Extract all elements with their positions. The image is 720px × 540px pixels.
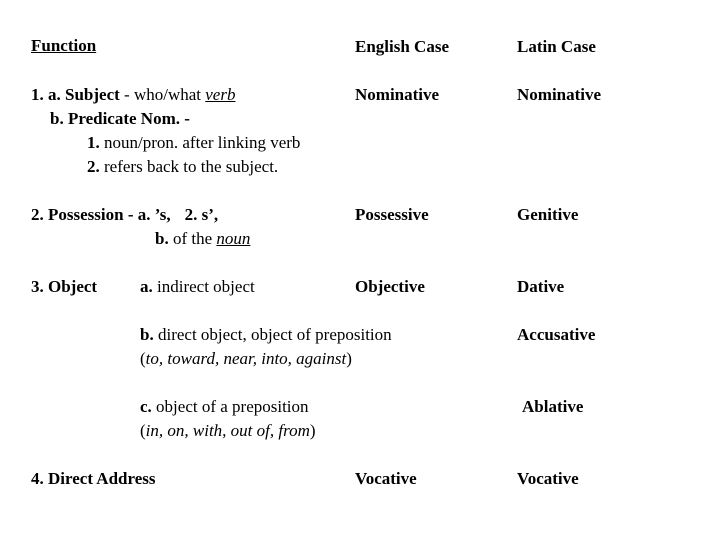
possession-of-line: b. of the noun bbox=[155, 229, 251, 248]
header-latin-case: Latin Case bbox=[517, 37, 596, 56]
row4-english-case: Vocative bbox=[355, 469, 417, 488]
subject-desc: - who/what bbox=[119, 85, 206, 104]
predicate-rule-1: 1. noun/pron. after linking verb bbox=[87, 133, 301, 152]
predicate-nom-line: b. Predicate Nom. - bbox=[50, 109, 190, 128]
predicate-rule-2: 2. refers back to the subject. bbox=[87, 157, 279, 176]
direct-address-label: 4. Direct Address bbox=[31, 469, 156, 488]
header-function: Function bbox=[31, 36, 97, 55]
row1-latin-case: Nominative bbox=[517, 85, 602, 104]
prep-object-line: c. object of a preposition bbox=[140, 397, 309, 416]
row3-english-case: Objective bbox=[355, 277, 425, 296]
prep-object-preps: (in, on, with, out of, from) bbox=[140, 421, 316, 440]
row4-latin-case: Vocative bbox=[517, 469, 579, 488]
ablative-case: Ablative bbox=[522, 397, 584, 416]
object-label: 3. Object bbox=[31, 277, 98, 296]
subject-line bbox=[31, 83, 235, 107]
row1-english-case: Nominative bbox=[355, 85, 440, 104]
accusative-case: Accusative bbox=[517, 325, 596, 344]
indirect-object-line: a. indirect object bbox=[140, 277, 255, 296]
header-english-case: English Case bbox=[355, 37, 449, 56]
direct-object-preps: (to, toward, near, into, against) bbox=[140, 349, 352, 368]
row2-english-case: Possessive bbox=[355, 205, 429, 224]
subject-label: 1. a. Subject bbox=[31, 85, 120, 104]
direct-object-line: b. direct object, object of preposition bbox=[140, 325, 392, 344]
row3-latin-case: Dative bbox=[517, 277, 565, 296]
row2-latin-case: Genitive bbox=[517, 205, 579, 224]
possession-line: 2. Possession - a. ’s, 2. s’, bbox=[31, 205, 219, 224]
subject-verb: verb bbox=[205, 85, 236, 104]
